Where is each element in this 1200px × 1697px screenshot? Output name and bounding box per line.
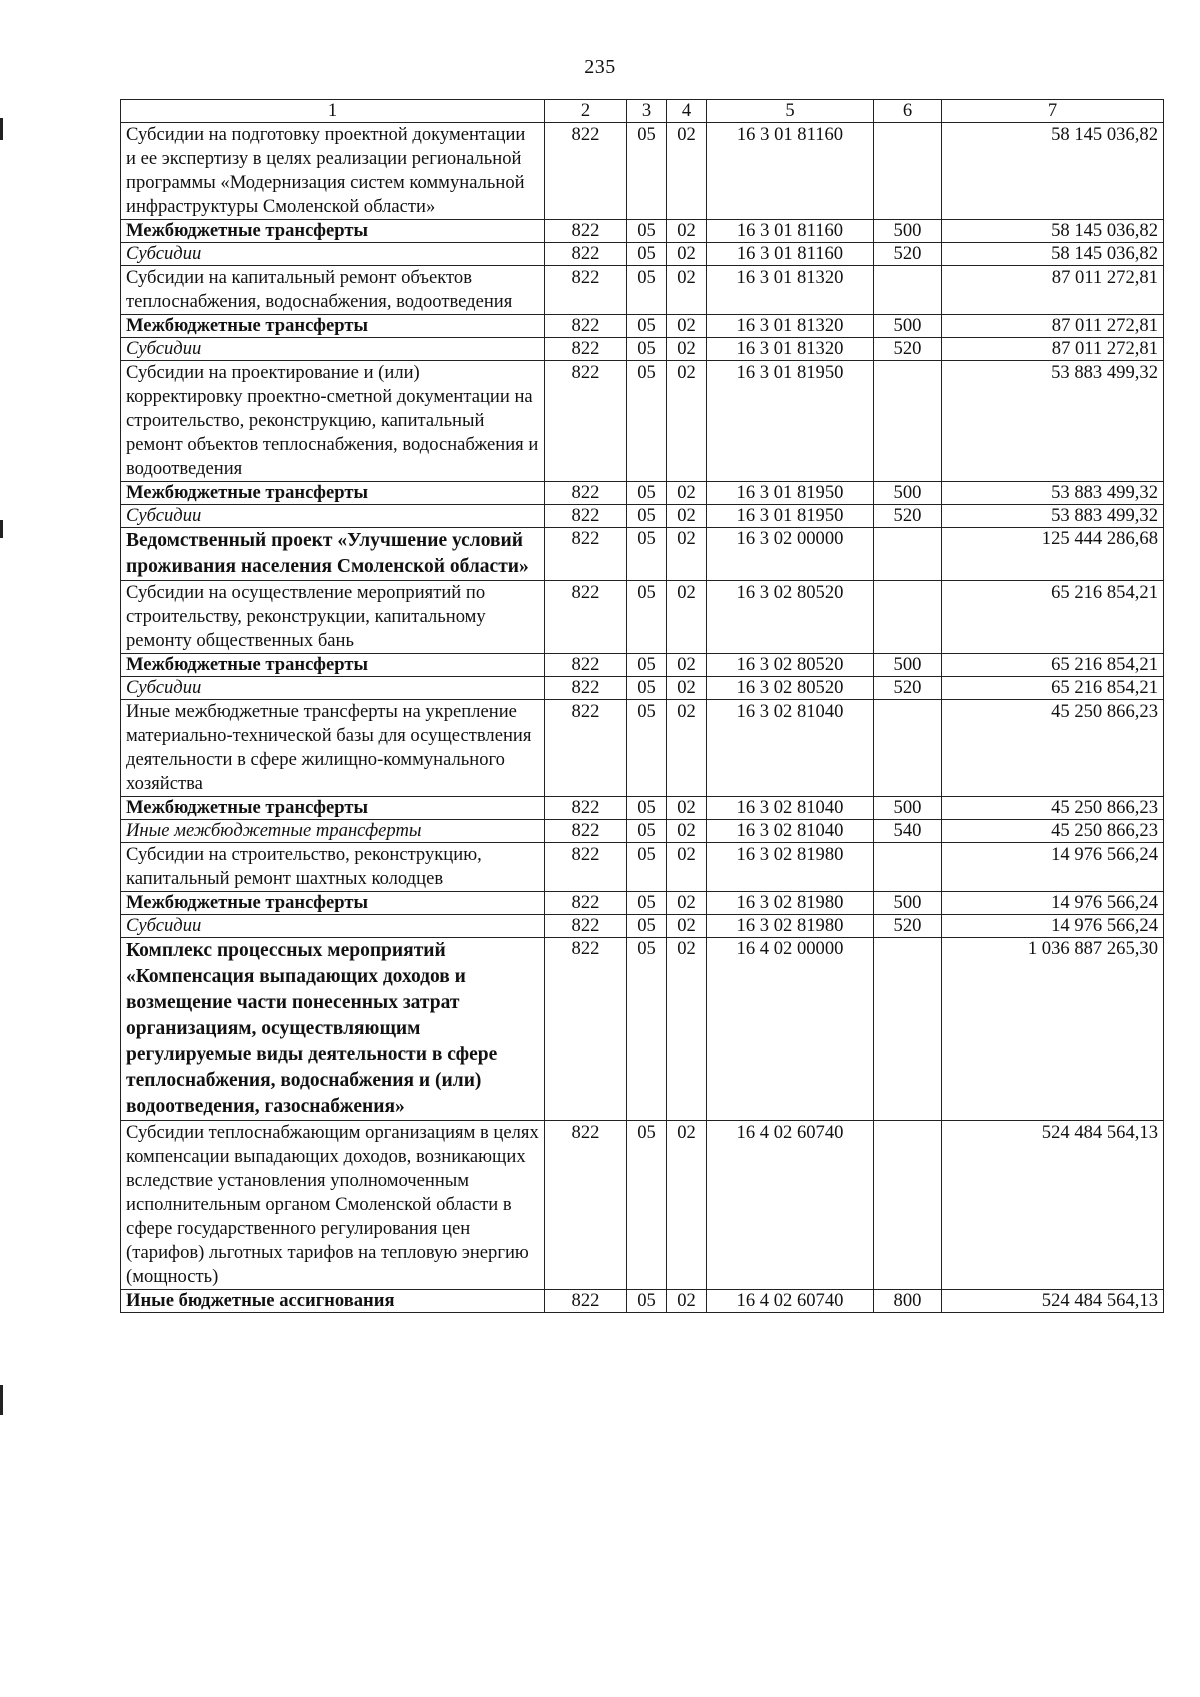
cell-subsection: 02 <box>667 220 707 243</box>
cell-section: 05 <box>627 315 667 338</box>
cell-target-article: 16 3 02 81980 <box>707 892 874 915</box>
cell-grbs: 822 <box>545 843 627 892</box>
cell-expense-type: 520 <box>874 338 942 361</box>
budget-table-body <box>121 100 1164 1313</box>
cell-section: 05 <box>627 820 667 843</box>
cell-target-article: 16 3 01 81950 <box>707 361 874 482</box>
cell-section: 05 <box>627 505 667 528</box>
table-row <box>121 677 1164 700</box>
cell-name: Ведомственный проект «Улучшение условий проживания населения Смоленской области» <box>121 528 545 581</box>
cell-name: Иные межбюджетные трансферты на укрепление материально-технической базы для осуществления деятельности в сфере жилищно-коммунального хозяйства <box>121 700 545 797</box>
cell-grbs: 822 <box>545 797 627 820</box>
cell-grbs: 822 <box>545 820 627 843</box>
cell-target-article: 16 3 01 81950 <box>707 505 874 528</box>
table-row <box>121 654 1164 677</box>
cell-target-article: 16 3 02 81980 <box>707 843 874 892</box>
cell-name: Субсидии на строительство, реконструкцию, капитальный ремонт шахтных колодцев <box>121 843 545 892</box>
cell-expense-type <box>874 938 942 1121</box>
cell-grbs: 822 <box>545 361 627 482</box>
cell-section: 05 <box>627 338 667 361</box>
cell-name: Межбюджетные трансферты <box>121 315 545 338</box>
cell-subsection: 02 <box>667 938 707 1121</box>
cell-expense-type <box>874 700 942 797</box>
header-cell-section: 3 <box>627 100 667 123</box>
cell-amount: 524 484 564,13 <box>942 1121 1164 1290</box>
cell-section: 05 <box>627 915 667 938</box>
cell-name: Субсидии <box>121 338 545 361</box>
cell-grbs: 822 <box>545 1290 627 1313</box>
cell-expense-type: 520 <box>874 915 942 938</box>
cell-subsection: 02 <box>667 843 707 892</box>
cell-target-article: 16 3 02 81040 <box>707 700 874 797</box>
table-row <box>121 123 1164 220</box>
page-number: 235 <box>584 56 616 78</box>
cell-expense-type <box>874 361 942 482</box>
cell-subsection: 02 <box>667 677 707 700</box>
cell-target-article: 16 3 02 81040 <box>707 797 874 820</box>
table-row <box>121 361 1164 482</box>
cell-name: Субсидии на подготовку проектной документации и ее экспертизу в целях реализации региональной программы «Модернизация систем коммунальной инфраструктуры Смоленской области» <box>121 123 545 220</box>
table-row <box>121 1121 1164 1290</box>
cell-section: 05 <box>627 1121 667 1290</box>
cell-name: Иные бюджетные ассигнования <box>121 1290 545 1313</box>
cell-name: Субсидии теплоснабжающим организациям в целях компенсации выпадающих доходов, возникающих вследствие установления уполномоченным исполнительным органом Смоленской области в сфере государственного регулирования цен (тарифов) льготных тарифов на тепловую энергию (мощность) <box>121 1121 545 1290</box>
cell-section: 05 <box>627 482 667 505</box>
cell-name: Субсидии на капитальный ремонт объектов теплоснабжения, водоснабжения, водоотведения <box>121 266 545 315</box>
cell-target-article: 16 3 02 81980 <box>707 915 874 938</box>
cell-amount: 14 976 566,24 <box>942 892 1164 915</box>
cell-target-article: 16 3 01 81950 <box>707 482 874 505</box>
table-row <box>121 820 1164 843</box>
cell-section: 05 <box>627 892 667 915</box>
cell-amount: 58 145 036,82 <box>942 220 1164 243</box>
cell-section: 05 <box>627 1290 667 1313</box>
cell-amount: 53 883 499,32 <box>942 505 1164 528</box>
cell-name: Субсидии <box>121 915 545 938</box>
cell-subsection: 02 <box>667 361 707 482</box>
cell-expense-type: 800 <box>874 1290 942 1313</box>
cell-name: Межбюджетные трансферты <box>121 482 545 505</box>
cell-target-article: 16 3 01 81320 <box>707 315 874 338</box>
cell-target-article: 16 4 02 60740 <box>707 1290 874 1313</box>
cell-name: Иные межбюджетные трансферты <box>121 820 545 843</box>
budget-table <box>120 99 1164 1313</box>
cell-name: Комплекс процессных мероприятий «Компенсация выпадающих доходов и возмещение части понесенных затрат организациям, осуществляющим регулируемые виды деятельности в сфере теплоснабжения, водоснабжения и (или) водоотведения, газоснабжения» <box>121 938 545 1121</box>
cell-grbs: 822 <box>545 220 627 243</box>
cell-expense-type <box>874 266 942 315</box>
cell-name: Межбюджетные трансферты <box>121 892 545 915</box>
cell-subsection: 02 <box>667 338 707 361</box>
cell-subsection: 02 <box>667 315 707 338</box>
cell-amount: 14 976 566,24 <box>942 915 1164 938</box>
cell-subsection: 02 <box>667 505 707 528</box>
cell-amount: 87 011 272,81 <box>942 315 1164 338</box>
cell-subsection: 02 <box>667 700 707 797</box>
cell-grbs: 822 <box>545 938 627 1121</box>
cell-expense-type <box>874 843 942 892</box>
cell-grbs: 822 <box>545 243 627 266</box>
cell-amount: 65 216 854,21 <box>942 654 1164 677</box>
cell-name: Субсидии <box>121 677 545 700</box>
header-cell-target-article: 5 <box>707 100 874 123</box>
table-row <box>121 266 1164 315</box>
cell-grbs: 822 <box>545 581 627 654</box>
cell-section: 05 <box>627 581 667 654</box>
table-row <box>121 315 1164 338</box>
cell-name: Субсидии <box>121 505 545 528</box>
cell-section: 05 <box>627 266 667 315</box>
cell-amount: 65 216 854,21 <box>942 677 1164 700</box>
cell-subsection: 02 <box>667 528 707 581</box>
table-row <box>121 915 1164 938</box>
table-row <box>121 843 1164 892</box>
cell-subsection: 02 <box>667 915 707 938</box>
cell-expense-type: 500 <box>874 654 942 677</box>
table-row <box>121 938 1164 1121</box>
cell-target-article: 16 3 01 81320 <box>707 266 874 315</box>
cell-section: 05 <box>627 123 667 220</box>
cell-amount: 87 011 272,81 <box>942 338 1164 361</box>
cell-section: 05 <box>627 797 667 820</box>
cell-subsection: 02 <box>667 581 707 654</box>
cell-expense-type: 500 <box>874 892 942 915</box>
cell-section: 05 <box>627 938 667 1121</box>
cell-amount: 87 011 272,81 <box>942 266 1164 315</box>
cell-grbs: 822 <box>545 1121 627 1290</box>
cell-grbs: 822 <box>545 915 627 938</box>
cell-target-article: 16 3 02 80520 <box>707 654 874 677</box>
cell-subsection: 02 <box>667 1290 707 1313</box>
cell-target-article: 16 3 02 00000 <box>707 528 874 581</box>
cell-section: 05 <box>627 361 667 482</box>
cell-grbs: 822 <box>545 654 627 677</box>
cell-expense-type: 500 <box>874 797 942 820</box>
cell-grbs: 822 <box>545 315 627 338</box>
cell-target-article: 16 4 02 60740 <box>707 1121 874 1290</box>
cell-target-article: 16 4 02 00000 <box>707 938 874 1121</box>
cell-expense-type: 500 <box>874 482 942 505</box>
cell-subsection: 02 <box>667 243 707 266</box>
table-row <box>121 1290 1164 1313</box>
cell-grbs: 822 <box>545 123 627 220</box>
cell-expense-type: 500 <box>874 220 942 243</box>
table-row <box>121 482 1164 505</box>
table-row <box>121 243 1164 266</box>
cell-subsection: 02 <box>667 892 707 915</box>
cell-name: Субсидии на проектирование и (или) корректировку проектно-сметной документации на строительство, реконструкцию, капитальный ремонт объектов теплоснабжения, водоснабжения и водоотведения <box>121 361 545 482</box>
cell-name: Межбюджетные трансферты <box>121 654 545 677</box>
cell-subsection: 02 <box>667 1121 707 1290</box>
cell-target-article: 16 3 01 81320 <box>707 338 874 361</box>
cell-grbs: 822 <box>545 677 627 700</box>
cell-amount: 58 145 036,82 <box>942 243 1164 266</box>
cell-grbs: 822 <box>545 528 627 581</box>
table-row <box>121 220 1164 243</box>
table-row <box>121 338 1164 361</box>
scan-edge-mark <box>0 520 3 538</box>
cell-expense-type: 500 <box>874 315 942 338</box>
cell-amount: 125 444 286,68 <box>942 528 1164 581</box>
cell-target-article: 16 3 02 81040 <box>707 820 874 843</box>
cell-target-article: 16 3 02 80520 <box>707 677 874 700</box>
table-row <box>121 505 1164 528</box>
scan-edge-mark <box>0 1385 3 1415</box>
header-cell-amount: 7 <box>942 100 1164 123</box>
cell-section: 05 <box>627 677 667 700</box>
cell-name: Субсидии <box>121 243 545 266</box>
cell-subsection: 02 <box>667 820 707 843</box>
cell-target-article: 16 3 01 81160 <box>707 243 874 266</box>
cell-amount: 45 250 866,23 <box>942 700 1164 797</box>
cell-target-article: 16 3 01 81160 <box>707 220 874 243</box>
cell-target-article: 16 3 02 80520 <box>707 581 874 654</box>
cell-expense-type: 540 <box>874 820 942 843</box>
table-row <box>121 528 1164 581</box>
cell-grbs: 822 <box>545 505 627 528</box>
header-cell-subsection: 4 <box>667 100 707 123</box>
cell-section: 05 <box>627 654 667 677</box>
header-cell-grbs: 2 <box>545 100 627 123</box>
cell-subsection: 02 <box>667 266 707 315</box>
cell-amount: 45 250 866,23 <box>942 820 1164 843</box>
header-row <box>121 100 1164 123</box>
cell-section: 05 <box>627 528 667 581</box>
cell-expense-type: 520 <box>874 243 942 266</box>
cell-name: Межбюджетные трансферты <box>121 220 545 243</box>
cell-grbs: 822 <box>545 338 627 361</box>
cell-grbs: 822 <box>545 700 627 797</box>
cell-subsection: 02 <box>667 482 707 505</box>
cell-subsection: 02 <box>667 797 707 820</box>
table-row <box>121 797 1164 820</box>
cell-name: Межбюджетные трансферты <box>121 797 545 820</box>
cell-section: 05 <box>627 843 667 892</box>
cell-grbs: 822 <box>545 482 627 505</box>
cell-amount: 14 976 566,24 <box>942 843 1164 892</box>
cell-target-article: 16 3 01 81160 <box>707 123 874 220</box>
cell-amount: 53 883 499,32 <box>942 361 1164 482</box>
cell-expense-type <box>874 1121 942 1290</box>
cell-amount: 1 036 887 265,30 <box>942 938 1164 1121</box>
cell-amount: 524 484 564,13 <box>942 1290 1164 1313</box>
cell-section: 05 <box>627 243 667 266</box>
scan-edge-mark <box>0 118 3 140</box>
cell-amount: 58 145 036,82 <box>942 123 1164 220</box>
header-cell-name: 1 <box>121 100 545 123</box>
cell-amount: 53 883 499,32 <box>942 482 1164 505</box>
cell-expense-type <box>874 528 942 581</box>
header-cell-expense-type: 6 <box>874 100 942 123</box>
cell-grbs: 822 <box>545 892 627 915</box>
table-row <box>121 892 1164 915</box>
cell-amount: 65 216 854,21 <box>942 581 1164 654</box>
cell-section: 05 <box>627 220 667 243</box>
cell-expense-type: 520 <box>874 677 942 700</box>
cell-grbs: 822 <box>545 266 627 315</box>
cell-amount: 45 250 866,23 <box>942 797 1164 820</box>
cell-name: Субсидии на осуществление мероприятий по строительству, реконструкции, капитальному ремонту общественных бань <box>121 581 545 654</box>
cell-subsection: 02 <box>667 123 707 220</box>
cell-section: 05 <box>627 700 667 797</box>
cell-expense-type <box>874 123 942 220</box>
cell-expense-type: 520 <box>874 505 942 528</box>
cell-subsection: 02 <box>667 654 707 677</box>
cell-expense-type <box>874 581 942 654</box>
table-row <box>121 700 1164 797</box>
table-row <box>121 581 1164 654</box>
